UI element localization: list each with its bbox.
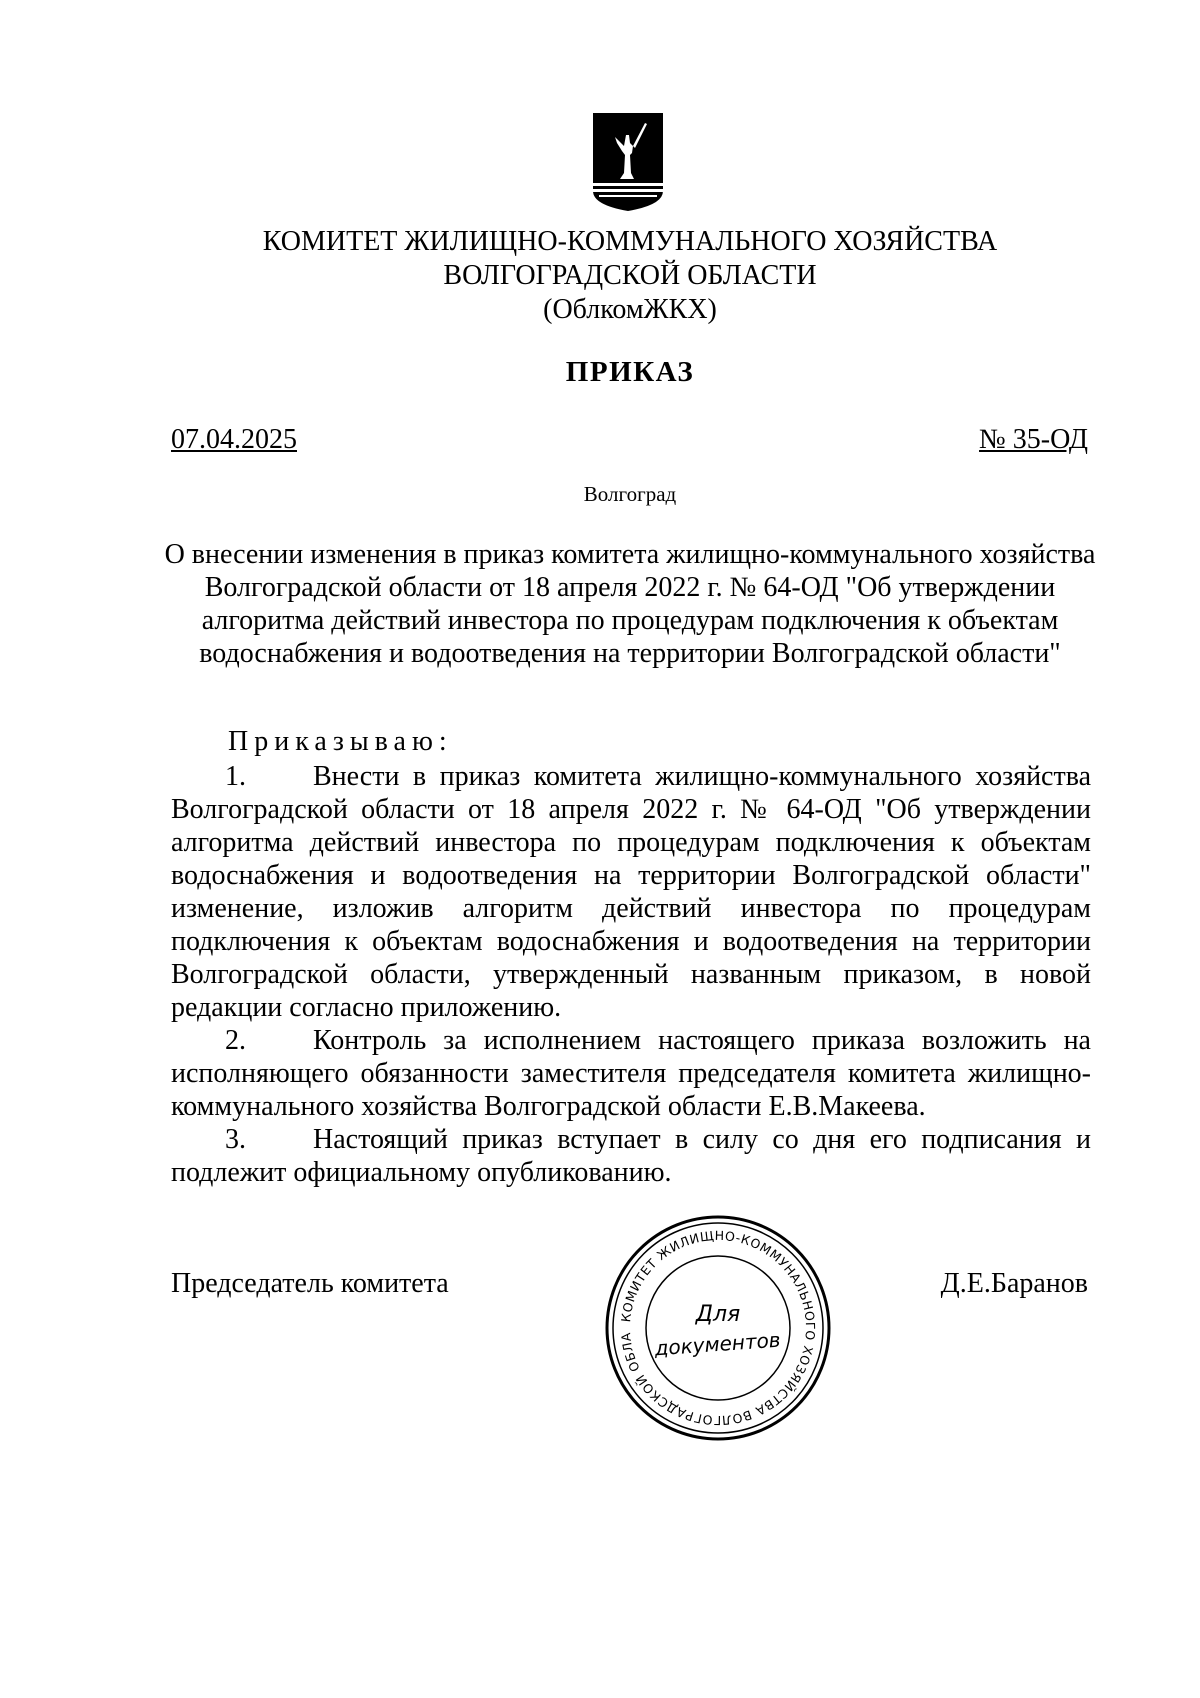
document-title: ПРИКАЗ	[565, 356, 695, 388]
volgograd-coat-of-arms-icon	[593, 113, 663, 211]
order-item	[171, 1123, 1091, 1189]
item-number: 1.	[225, 761, 246, 792]
item-number: 3.	[225, 1124, 246, 1155]
stamp-ring-text: КОМИТЕТ ЖИЛИЩНО-КОММУНАЛЬНОГО ХОЗЯЙСТВА ВОЛГОГРАДСКОЙ ОБЛА	[618, 1227, 819, 1429]
official-stamp	[603, 1213, 833, 1443]
order-items	[171, 760, 1091, 1189]
signer-name: Д.Е.Баранов	[940, 1268, 1088, 1299]
stamp-center-line1: Для	[695, 1302, 741, 1327]
item-number: 2.	[225, 1025, 246, 1056]
order-item	[171, 1024, 1091, 1123]
org-abbreviation: (ОблкомЖКХ)	[543, 294, 717, 325]
document-city: Волгоград	[583, 482, 677, 506]
org-name-line2: ВОЛГОГРАДСКОЙ ОБЛАСТИ	[443, 260, 817, 291]
item-text: Настоящий приказ вступает в силу со дня его подписания и подлежит официальному опубликованию.	[171, 1124, 1091, 1188]
document-date: 07.04.2025	[171, 424, 297, 455]
decree-word: Приказываю:	[228, 726, 453, 757]
item-text: Внести в приказ комитета жилищно-коммунального хозяйства Волгоградской области от 18 апреля 2022 г. № 64-ОД "Об утверждении алгоритма действий инвестора по процедурам подключения к объектам водоснабжения и водоотведения на территории Волгоградской области" изменение, изложив алгоритм действий инвестора по процедурам подключения к объектам водоснабжения и водоотведения на территории Волгоградской области, утвержденный названным приказом, в новой редакции согласно приложению.	[171, 761, 1091, 1023]
order-item	[171, 760, 1091, 1024]
stamp-seal	[603, 1213, 833, 1443]
document-subject: О внесении изменения в приказ комитета жилищно-коммунального хозяйства Волгоградской области от 18 апреля 2022 г. № 64-ОД "Об утверждении алгоритма действий инвестора по процедурам подключения к объектам водоснабжения и водоотведения на территории Волгоградской области"	[164, 539, 1096, 669]
item-text: Контроль за исполнением настоящего приказа возложить на исполняющего обязанности заместителя председателя комитета жилищно-коммунального хозяйства Волгоградской области Е.В.Макеева.	[171, 1025, 1091, 1122]
org-name-line1: КОМИТЕТ ЖИЛИЩНО-КОММУНАЛЬНОГО ХОЗЯЙСТВА	[262, 226, 998, 257]
stamp-center-line2: документов	[653, 1327, 782, 1361]
signer-title: Председатель комитета	[171, 1268, 449, 1299]
document-number: № 35-ОД	[979, 424, 1088, 455]
coat-of-arms-emblem	[593, 113, 663, 211]
